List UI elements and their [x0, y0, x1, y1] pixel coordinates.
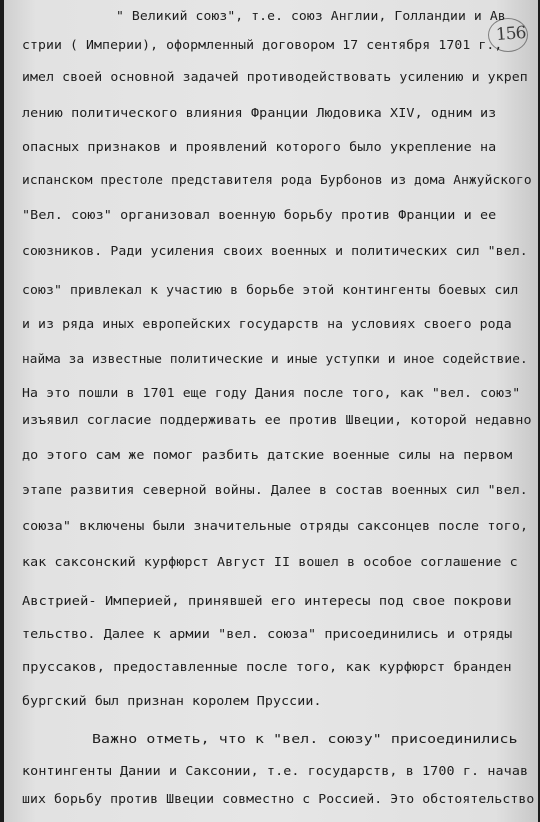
text-line: союзников. Ради усиления своих военных и политических сил "вел.	[22, 244, 528, 258]
page-number: 156	[495, 22, 527, 46]
text-line: изъявил согласие поддерживать ее против Швеции, которой недавно	[22, 413, 532, 427]
text-line: " Великий союз", т.е. союз Англии, Голландии и Ав	[116, 9, 506, 23]
document-page	[4, 0, 538, 822]
text-line: союз" привлекал к участию в борьбе этой контингенты боевых сил	[22, 283, 519, 297]
text-line: На это пошли в 1701 еще году Дания после того, как "вел. союз"	[22, 386, 521, 400]
text-line: как саксонский курфюрст Август II вошел в особое соглашение с	[22, 555, 518, 569]
text-line: Важно отметь, что к "вел. союзу" присоединились	[92, 732, 518, 746]
text-line: бургский был признан королем Пруссии.	[22, 694, 322, 708]
text-line: до этого сам же помог разбить датские военные силы на первом	[22, 448, 513, 462]
text-line: испанском престоле представителя рода Бурбонов из дома Анжуйского	[22, 173, 532, 187]
text-line: союза" включены были значительные отряды саксонцев после того,	[22, 519, 529, 533]
text-line: найма за известные политические и иные уступки и иное содействие.	[22, 352, 528, 366]
text-line: тельство. Далее к армии "вел. союза" присоединились и отряды	[22, 627, 513, 641]
text-line: этапе развития северной войны. Далее в состав военных сил "вел.	[22, 483, 528, 497]
text-line: контингенты Дании и Саксонии, т.е. государств, в 1700 г. начав	[22, 764, 529, 778]
text-line: ших борьбу против Швеции совместно с Россией. Это обстоятельство	[22, 792, 535, 806]
text-line: опасных признаков и проявлений которого было укрепление на	[22, 140, 497, 154]
text-line: стрии ( Империи), оформленный договором 17 сентября 1701 г.,	[22, 38, 503, 52]
text-line: "Вел. союз" организовал военную борьбу против Франции и ее	[22, 208, 497, 222]
text-line: Австрией- Империей, принявшей его интересы под свое покрови	[22, 594, 512, 608]
text-line: имел своей основной задачей противодействовать усилению и укреп	[22, 70, 528, 84]
text-line: и из ряда иных европейских государств на условиях своего рода	[22, 317, 512, 331]
text-line: пруссаков, предоставленные после того, как курфюрст бранден	[22, 660, 512, 674]
text-line: лению политического влияния Франции Людовика XIV, одним из	[22, 106, 497, 120]
